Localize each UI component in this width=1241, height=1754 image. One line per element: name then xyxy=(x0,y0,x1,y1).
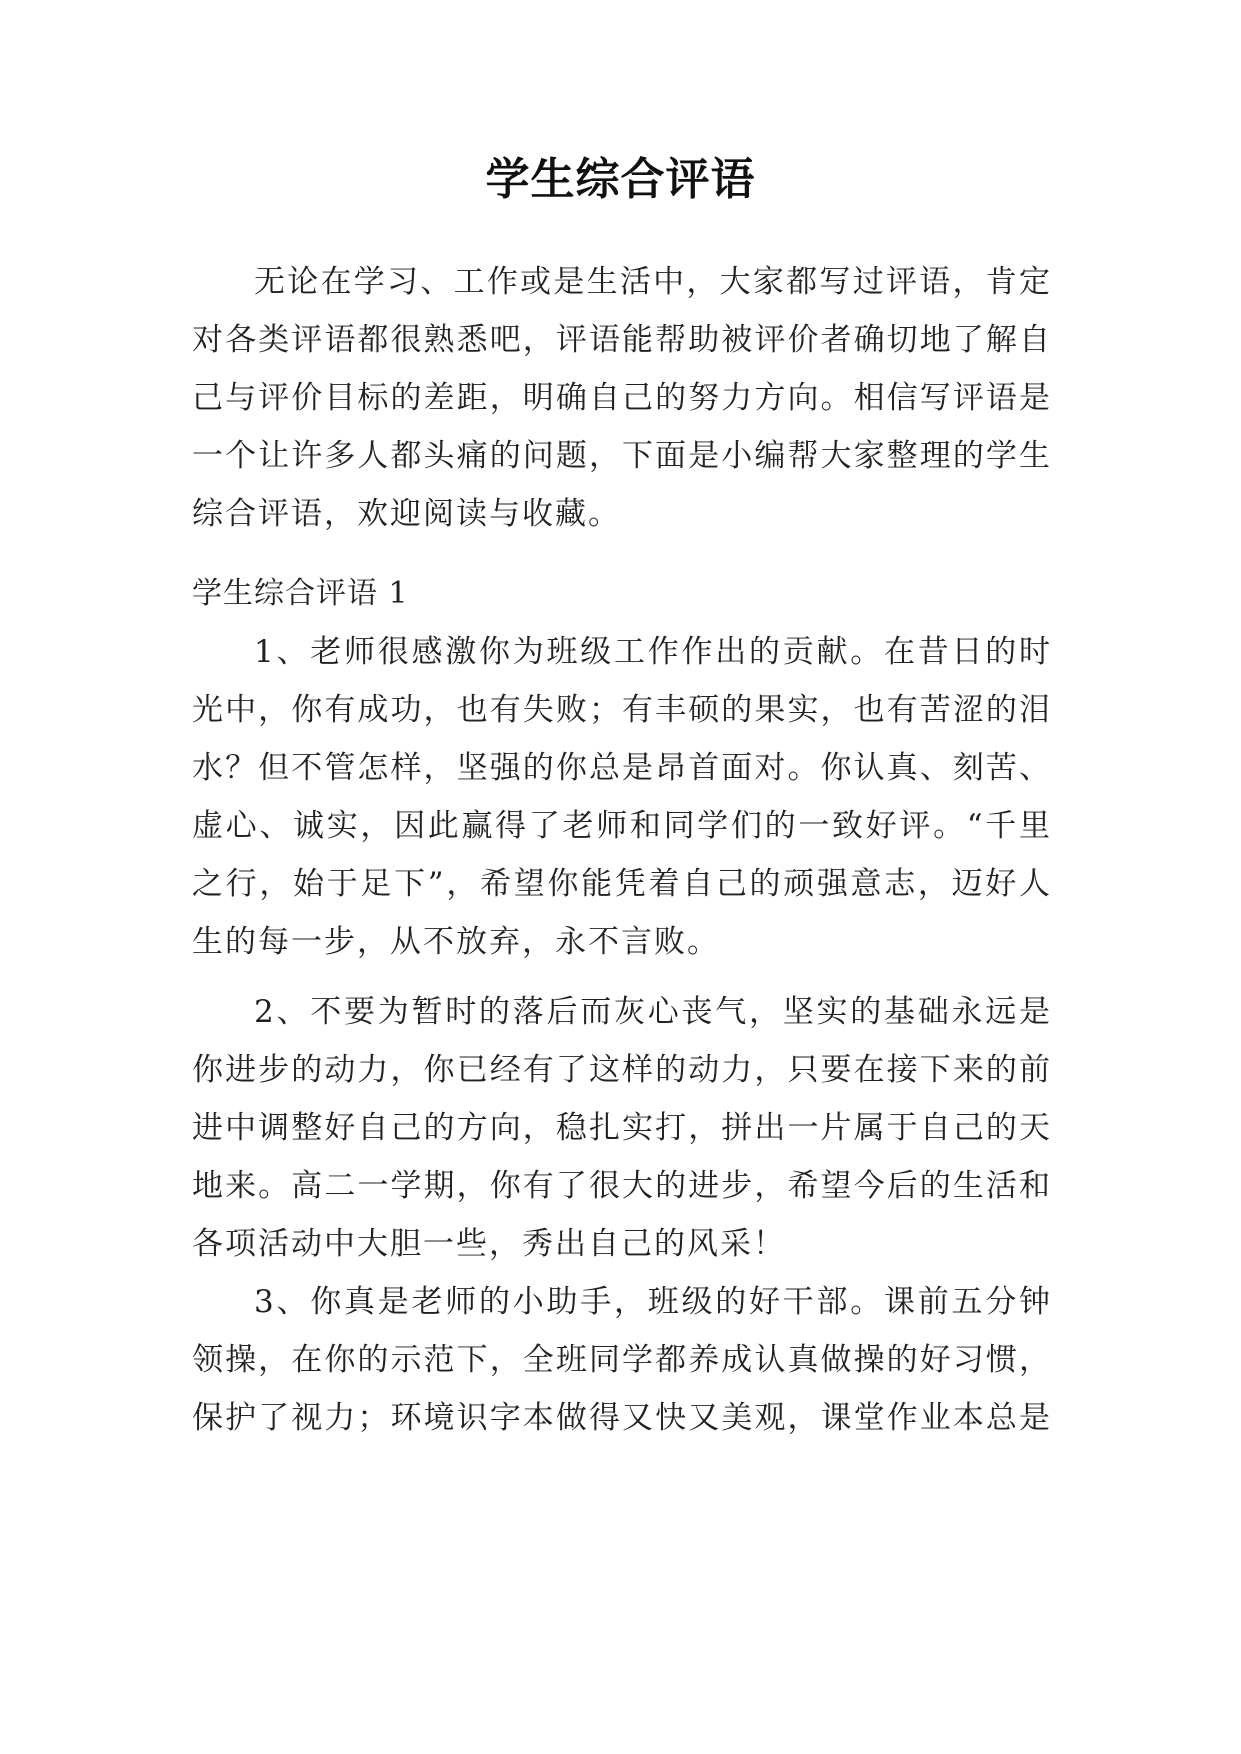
text-line: 你进步的动力，你已经有了这样的动力，只要在接下来的前 xyxy=(192,1052,1052,1088)
intro-paragraph xyxy=(192,253,1052,543)
text-line: 一个让许多人都头痛的问题，下面是小编帮大家整理的学生 xyxy=(192,438,1052,474)
section-heading: 学生综合评语 1 xyxy=(192,576,409,611)
text-line: 虚心、诚实，因此赢得了老师和同学们的一致好评。“千里 xyxy=(192,808,1052,844)
text-line: 2、不要为暂时的落后而灰心丧气，坚实的基础永远是 xyxy=(254,994,1052,1030)
text-line: 各项活动中大胆一些，秀出自己的风采！ xyxy=(192,1226,786,1262)
text-line: 己与评价目标的差距，明确自己的努力方向。相信写评语是 xyxy=(192,380,1052,416)
comment-item-1 xyxy=(192,623,1052,971)
text-line: 3、你真是老师的小助手，班级的好干部。课前五分钟 xyxy=(254,1284,1052,1320)
text-line: 1、老师很感激你为班级工作作出的贡献。在昔日的时 xyxy=(254,634,1052,670)
comment-item-3 xyxy=(192,1273,1052,1447)
text-line: 综合评语，欢迎阅读与收藏。 xyxy=(192,496,621,532)
text-line: 对各类评语都很熟悉吧，评语能帮助被评价者确切地了解自 xyxy=(192,322,1052,358)
document-title: 学生综合评语 xyxy=(485,154,756,205)
text-line: 领操，在你的示范下，全班同学都养成认真做操的好习惯， xyxy=(192,1342,1052,1378)
text-line: 生的每一步，从不放弃，永不言败。 xyxy=(192,924,720,960)
text-line: 水？但不管怎样，坚强的你总是昂首面对。你认真、刻苦、 xyxy=(192,750,1052,786)
text-line: 之行，始于足下”，希望你能凭着自己的顽强意志，迈好人 xyxy=(192,866,1052,902)
text-line: 地来。高二一学期，你有了很大的进步，希望今后的生活和 xyxy=(192,1168,1052,1204)
text-line: 光中，你有成功，也有失败；有丰硕的果实，也有苦涩的泪 xyxy=(192,692,1052,728)
text-line: 进中调整好自己的方向，稳扎实打，拼出一片属于自己的天 xyxy=(192,1110,1052,1146)
text-line: 无论在学习、工作或是生活中，大家都写过评语，肯定 xyxy=(254,264,1052,300)
text-line: 保护了视力；环境识字本做得又快又美观，课堂作业本总是 xyxy=(192,1400,1052,1436)
comment-item-2 xyxy=(192,983,1052,1273)
section-heading-block xyxy=(192,565,1052,623)
